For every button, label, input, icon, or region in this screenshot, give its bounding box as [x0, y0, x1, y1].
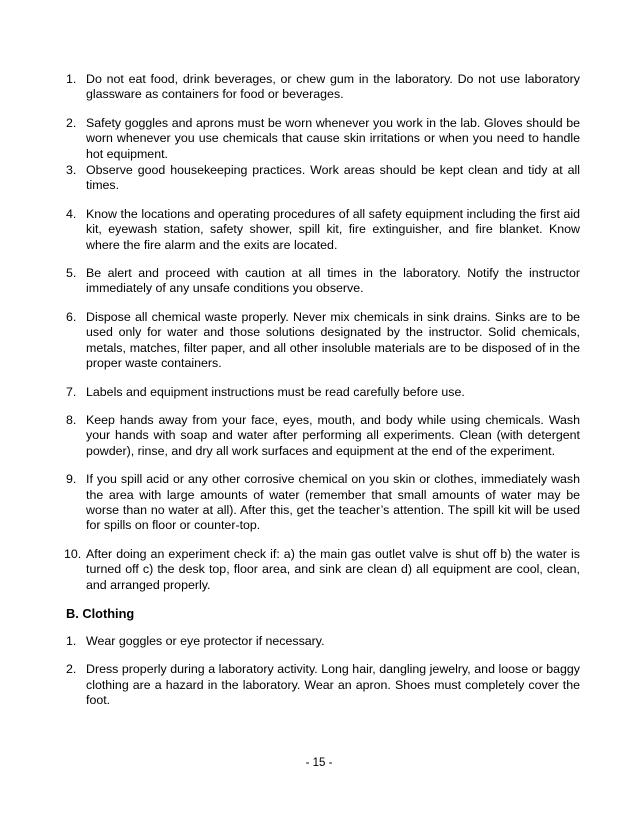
rule-item-3 — [66, 163, 580, 194]
rule-number: 2. — [66, 115, 77, 130]
rule-text: Keep hands away from your face, eyes, mouth, and body while using chemicals. Wash your hands with soap and water after performing all experiments. Clean (with detergent powder), rinse, and dry all work surfaces and equipment at the end of the experiment. — [86, 412, 580, 458]
rule-number: 2. — [66, 662, 77, 677]
rule-number: 1. — [66, 72, 77, 86]
rule-number: 7. — [66, 384, 77, 399]
rule-text: Do not eat food, drink beverages, or chew gum in the laboratory. Do not use laboratory glassware as containers for food or beverages. — [86, 72, 580, 102]
rule-text: Dress properly during a laboratory activity. Long hair, dangling jewelry, and loose or baggy clothing are a hazard in the laboratory. Wear an apron. Shoes must completely cover the foot. — [86, 662, 580, 708]
rules-list — [66, 72, 580, 722]
rule-number: 8. — [66, 412, 77, 427]
rule-number: 4. — [66, 206, 77, 221]
rule-number: 1. — [66, 633, 77, 648]
rule-number: 3. — [66, 163, 77, 178]
clothing-item-2 — [66, 662, 580, 708]
rule-item-7 — [66, 385, 580, 400]
rule-item-10 — [66, 547, 580, 593]
rule-item-6 — [66, 310, 580, 372]
rule-text: Observe good housekeeping practices. Work areas should be kept clean and tidy at all times. — [86, 163, 580, 193]
rule-item-2 — [66, 116, 580, 162]
rule-text: Safety goggles and aprons must be worn whenever you work in the lab. Gloves should be worn whenever you use chemicals that cause skin irritations or when you need to handle hot equipment. — [86, 115, 580, 161]
rule-text: Wear goggles or eye protector if necessary. — [86, 633, 325, 648]
rule-text: Be alert and proceed with caution at all times in the laboratory. Notify the instructor immediately of any unsafe conditions you observe. — [86, 266, 580, 296]
rule-text: Know the locations and operating procedures of all safety equipment including the first aid kit, eyewash station, safety shower, spill kit, fire extinguisher, and fire blanket. Know where the fire alarm and the exits are located. — [86, 206, 580, 252]
rule-number: 9. — [66, 472, 77, 487]
rule-number: 5. — [66, 266, 77, 281]
rule-item-8 — [66, 413, 580, 459]
section-heading-clothing: B. Clothing — [66, 605, 135, 621]
page-number: - 15 - — [305, 757, 333, 769]
rule-item-4 — [66, 207, 580, 253]
rule-item-5 — [66, 266, 580, 297]
rule-item-9 — [66, 472, 580, 534]
rule-item-1 — [66, 72, 580, 103]
rule-number: 6. — [66, 309, 77, 324]
rule-text: Dispose all chemical waste properly. Never mix chemicals in sink drains. Sinks are to be used only for water and those solutions designated by the instructor. Solid chemicals, metals, matches, filter paper, and all other insoluble materials are to be disposed of in the proper waste containers. — [86, 309, 580, 371]
rule-text: If you spill acid or any other corrosive chemical on you skin or clothes, immediately wash the area with large amounts of water (remember that small amounts of water may be worse than no water at all). After this, get the teacher’s attention. The spill kit will be used for spills on floor or counter-top. — [86, 472, 580, 533]
rule-text: After doing an experiment check if: a) the main gas outlet valve is shut off b) the water is turned off c) the desk top, floor area, and sink are clean d) all equipment are cool, clean, and arranged properly. — [86, 546, 580, 592]
clothing-item-1 — [66, 634, 580, 649]
rule-text: Labels and equipment instructions must be read carefully before use. — [86, 384, 465, 399]
rule-number: 10. — [64, 546, 82, 561]
